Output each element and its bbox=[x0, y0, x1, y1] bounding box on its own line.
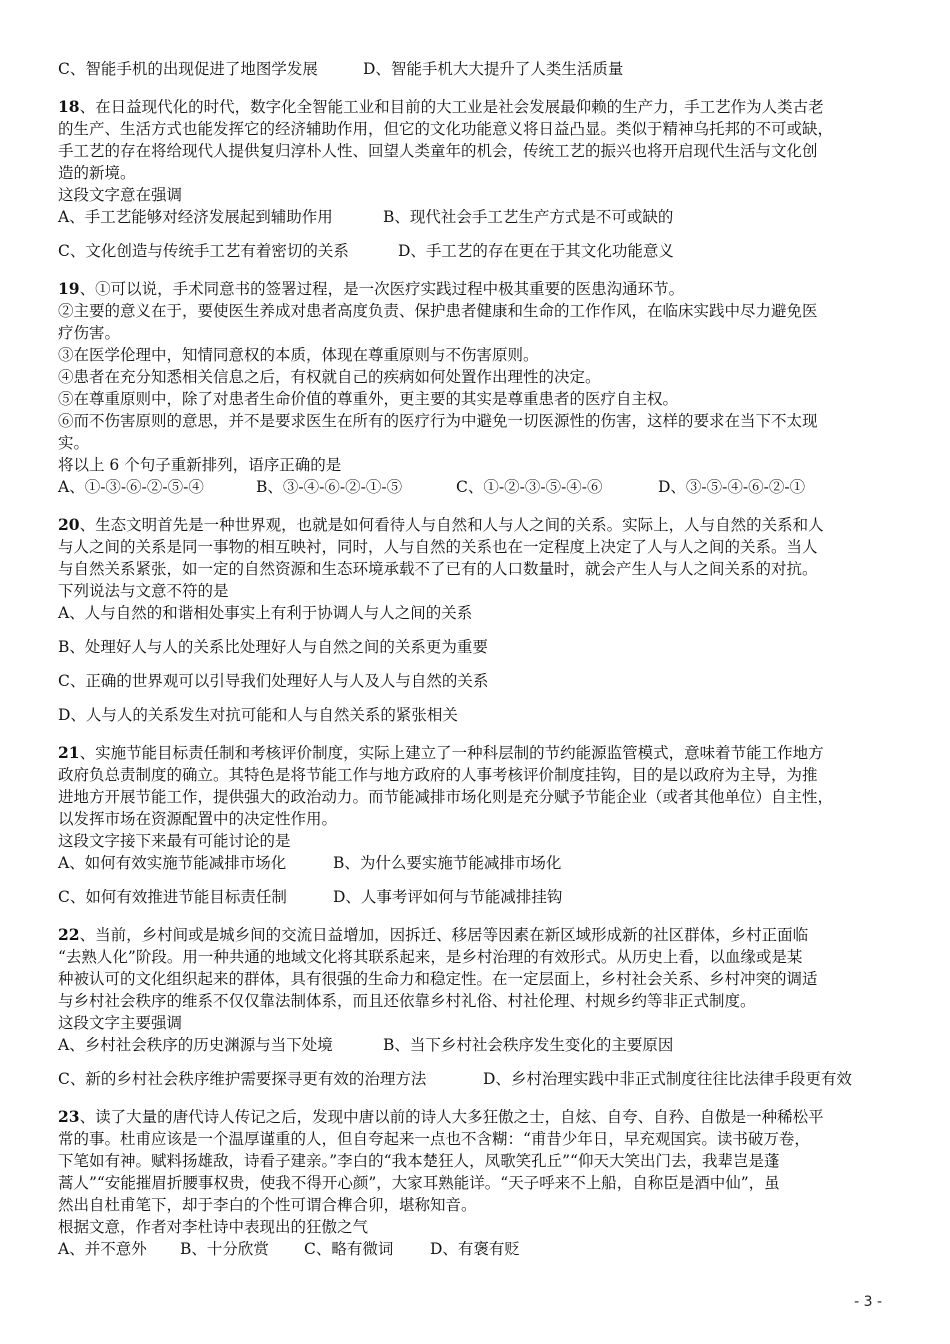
question-19 bbox=[58, 278, 898, 498]
question-text-line: 疗伤害。 bbox=[58, 324, 121, 342]
question-text-line: “去熟人化”阶段。用一种共通的地域文化将其联系起来，是乡村治理的有效形式。从历史上看，以血缘或是某 bbox=[58, 948, 803, 966]
question-prompt: 这段文字意在强调 bbox=[58, 186, 183, 204]
q17-option-c: C、智能手机的出现促进了地图学发展 bbox=[58, 60, 318, 78]
q22-option-c: C、新的乡村社会秩序维护需要探寻更有效的治理方法 bbox=[58, 1070, 427, 1088]
question-text-line: 下笔如有神。赋料扬雄敌，诗看子建亲。”李白的“我本楚狂人，凤歌笑孔丘”“仰天大笑出门去，我辈岂是蓬 bbox=[58, 1152, 780, 1170]
question-number: 23 bbox=[58, 1107, 80, 1126]
question-text-line: 、当前，乡村间或是城乡间的交流日益增加，因拆迁、移居等因素在新区域形成新的社区群体，乡村正面临 bbox=[79, 926, 809, 944]
q19-options bbox=[58, 476, 898, 498]
question-text-line: 、在日益现代化的时代，数字化全智能工业和目前的大工业是社会发展最仰赖的生产力，手工艺作为人类古老 bbox=[79, 98, 824, 116]
q20-option-d: D、人与人的关系发生对抗可能和人与自然关系的紧张相关 bbox=[58, 706, 458, 724]
q23-option-b: B、十分欣赏 bbox=[180, 1240, 269, 1258]
question-text-line: 以发挥市场在资源配置中的决定性作用。 bbox=[58, 810, 338, 828]
question-text-line: 、①可以说，手术同意书的签署过程，是一次医疗实践过程中极其重要的医患沟通环节。 bbox=[79, 280, 685, 298]
question-text-line: 、读了大量的唐代诗人传记之后，发现中唐以前的诗人大多狂傲之士，自炫、自夸、自矜、自傲是一种稀松平 bbox=[79, 1108, 824, 1126]
question-number: 18 bbox=[58, 97, 80, 116]
q23-option-c: C、略有微词 bbox=[304, 1240, 394, 1258]
question-text-line: 进地方开展节能工作，提供强大的政治动力。而节能减排市场化则是充分赋予节能企业（或者其他单位）自主性， bbox=[58, 788, 834, 806]
question-text-line: 蒿人”“安能摧眉折腰事权贵，使我不得开心颜”，大家耳熟能详。“天子呼来不上船，自称臣是酒中仙”，虽 bbox=[58, 1174, 780, 1192]
question-text-line: 与人之间的关系是同一事物的相互映衬，同时，人与自然的关系也在一定程度上决定了人与人之间的关系。当人 bbox=[58, 538, 818, 556]
q20-option-c: C、正确的世界观可以引导我们处理好人与人及人与自然的关系 bbox=[58, 672, 489, 690]
q20-option-b: B、处理好人与人的关系比处理好人与自然之间的关系更为重要 bbox=[58, 638, 488, 656]
question-prompt: 这段文字主要强调 bbox=[58, 1014, 183, 1032]
question-prompt: 下列说法与文意不符的是 bbox=[58, 582, 229, 600]
question-prompt: 将以上 6 个句子重新排列，语序正确的是 bbox=[58, 456, 342, 474]
q22-options-ab bbox=[58, 1034, 898, 1056]
question-text-line: 的生产、生活方式也能发挥它的经济辅助作用，但它的文化功能意义将日益凸显。类似于精神乌托邦的不可或缺， bbox=[58, 120, 834, 138]
q19-option-a: A、①-③-⑥-②-⑤-④ bbox=[58, 478, 204, 496]
q22-option-b: B、当下乡村社会秩序发生变化的主要原因 bbox=[383, 1036, 674, 1054]
q21-option-b: B、为什么要实施节能减排市场化 bbox=[333, 854, 562, 872]
question-text-line: ④患者在充分知悉相关信息之后，有权就自己的疾病如何处置作出理性的决定。 bbox=[58, 368, 601, 386]
q21-options-ab bbox=[58, 852, 898, 874]
question-text-line: 手工艺的存在将给现代人提供复归淳朴人性、回望人类童年的机会，传统工艺的振兴也将开启现代生活与文化创 bbox=[58, 142, 818, 160]
q18-option-c: C、文化创造与传统手工艺有着密切的关系 bbox=[58, 242, 349, 260]
q21-option-d: D、人事考评如何与节能减排挂钩 bbox=[333, 888, 563, 906]
q19-option-c: C、①-②-③-⑤-④-⑥ bbox=[456, 478, 603, 496]
question-text-line: 实。 bbox=[58, 434, 90, 452]
question-text-line: 常的事。杜甫应该是一个温厚谨重的人，但自夸起来一点也不含糊：“甫昔少年日，早充观国宾。读书破万卷， bbox=[58, 1130, 810, 1148]
q21-option-a: A、如何有效实施节能减排市场化 bbox=[58, 854, 287, 872]
q18-option-b: B、现代社会手工艺生产方式是不可或缺的 bbox=[383, 208, 674, 226]
question-text-line: 、实施节能目标责任制和考核评价制度，实际上建立了一种科层制的节约能源监管模式，意味着节能工作地方 bbox=[79, 744, 824, 762]
q21-options-cd bbox=[58, 886, 898, 908]
q23-options bbox=[58, 1238, 898, 1260]
question-text-line: ⑥而不伤害原则的意思，并不是要求医生在所有的医疗行为中避免一切医源性的伤害，这样的要求在当下不太现 bbox=[58, 412, 818, 430]
q21-option-c: C、如何有效推进节能目标责任制 bbox=[58, 888, 287, 906]
exam-page bbox=[58, 58, 898, 1260]
question-text-line: ②主要的意义在于，要使医生养成对患者高度负责、保护患者健康和生命的工作作风，在临床实践中尽力避免医 bbox=[58, 302, 818, 320]
q19-option-d: D、③-⑤-④-⑥-②-① bbox=[658, 478, 806, 496]
q18-option-d: D、手工艺的存在更在于其文化功能意义 bbox=[398, 242, 674, 260]
q18-options-cd bbox=[58, 240, 898, 262]
question-text-line: 种被认可的文化组织起来的群体，具有很强的生命力和稳定性。在一定层面上，乡村社会关系、乡村冲突的调适 bbox=[58, 970, 818, 988]
q22-option-a: A、乡村社会秩序的历史渊源与当下处境 bbox=[58, 1036, 333, 1054]
question-prompt: 这段文字接下来最有可能讨论的是 bbox=[58, 832, 291, 850]
question-number: 21 bbox=[58, 743, 80, 762]
question-text-line: ⑤在尊重原则中，除了对患者生命价值的尊重外，更主要的其实是尊重患者的医疗自主权。 bbox=[58, 390, 679, 408]
q23-option-a: A、并不意外 bbox=[58, 1240, 147, 1258]
question-text-line: 造的新境。 bbox=[58, 164, 136, 182]
question-22 bbox=[58, 924, 898, 1090]
question-text-line: 政府负总责制度的确立。其特色是将节能工作与地方政府的人事考核评价制度挂钩，目的是以政府为主导，为推 bbox=[58, 766, 818, 784]
question-text-line: 、生态文明首先是一种世界观，也就是如何看待人与自然和人与人之间的关系。实际上，人与自然的关系和人 bbox=[79, 516, 824, 534]
question-23 bbox=[58, 1106, 898, 1260]
question-number: 19 bbox=[58, 279, 80, 298]
question-text-line: 与乡村社会秩序的维系不仅仅靠法制体系，而且还依靠乡村礼俗、村社伦理、村规乡约等非正式制度。 bbox=[58, 992, 756, 1010]
question-number: 20 bbox=[58, 515, 80, 534]
question-21 bbox=[58, 742, 898, 908]
q18-options-ab bbox=[58, 206, 898, 228]
question-number: 22 bbox=[58, 925, 80, 944]
question-18 bbox=[58, 96, 898, 262]
q20-option-a: A、人与自然的和谐相处事实上有利于协调人与人之间的关系 bbox=[58, 604, 473, 622]
question-text-line: 与自然关系紧张，如一定的自然资源和生态环境承载不了已有的人口数量时，就会产生人与人之间关系的对抗。 bbox=[58, 560, 818, 578]
q17-option-d: D、智能手机大大提升了人类生活质量 bbox=[363, 60, 624, 78]
q19-option-b: B、③-④-⑥-②-①-⑤ bbox=[256, 478, 403, 496]
q23-option-d: D、有褒有贬 bbox=[430, 1240, 520, 1258]
question-text-line: ③在医学伦理中，知情同意权的本质，体现在尊重原则与不伤害原则。 bbox=[58, 346, 539, 364]
q17-options-cd bbox=[58, 58, 898, 80]
question-text-line: 然出自杜甫笔下，却于李白的个性可谓合榫合卯，堪称知音。 bbox=[58, 1196, 477, 1214]
q22-option-d: D、乡村治理实践中非正式制度往往比法律手段更有效 bbox=[483, 1070, 852, 1088]
question-20 bbox=[58, 514, 898, 726]
page-number: - 3 - bbox=[854, 1294, 882, 1310]
q22-options-cd bbox=[58, 1068, 898, 1090]
q18-option-a: A、手工艺能够对经济发展起到辅助作用 bbox=[58, 208, 333, 226]
question-prompt: 根据文意，作者对李杜诗中表现出的狂傲之气 bbox=[58, 1218, 369, 1236]
